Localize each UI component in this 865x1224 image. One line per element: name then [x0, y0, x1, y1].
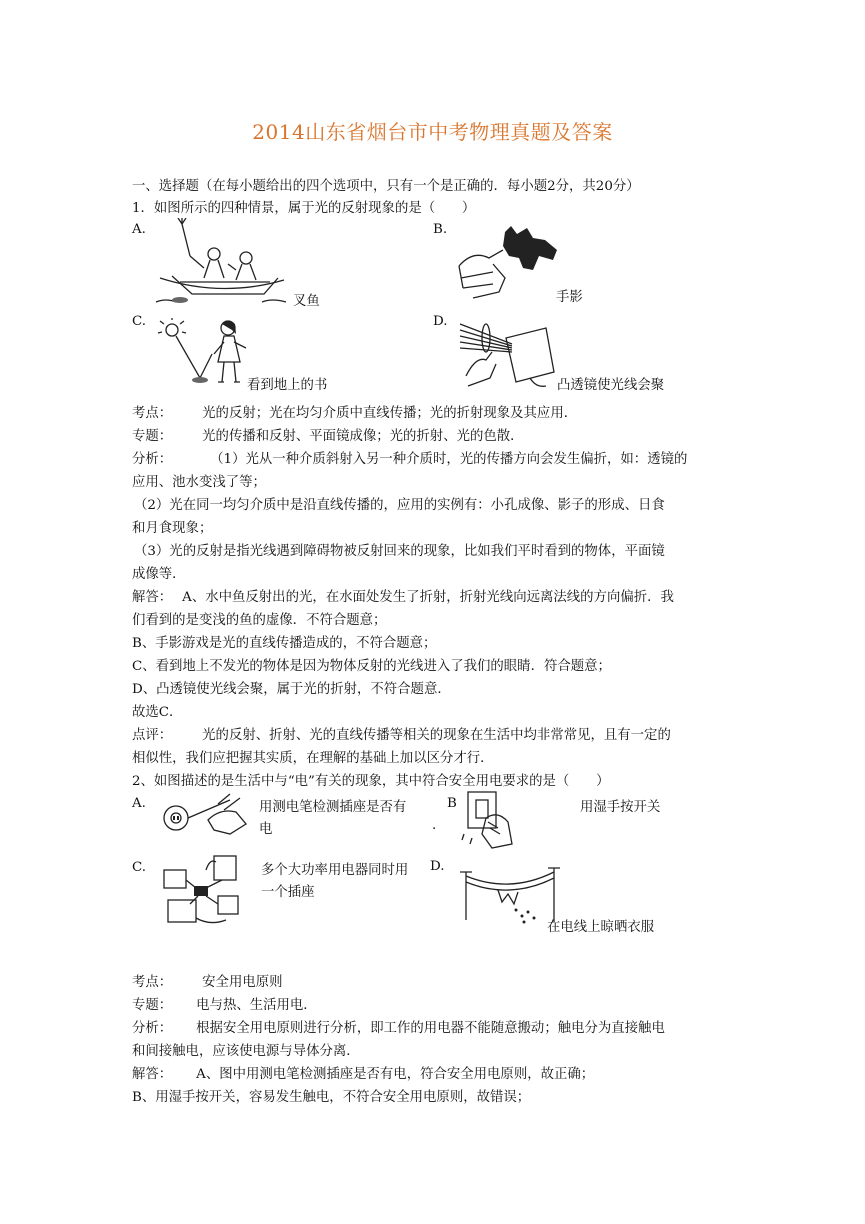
q1-jieda-line: A、水中鱼反射出的光，在水面处发生了折射，折射光线向远离法线的方向偏折．我 — [182, 590, 674, 605]
page-title: 2014山东省烟台市中考物理真题及答案 — [252, 120, 613, 144]
q2-option-a-caption: 用测电笔检测插座是否有 — [259, 800, 407, 815]
spear-fishing-boat-icon — [152, 218, 294, 308]
q1-fenxi-line: （1）光从一种介质斜射入另一种介质时，光的传播方向会发生偏折，如：透镜的 — [210, 452, 688, 467]
q2-zhuanti-text: 电与热、生活用电． — [196, 998, 317, 1013]
q1-zhuanti-text: 光的传播和反射、平面镜成像；光的折射、光的色散． — [202, 429, 524, 444]
q1-option-b-caption: 手影 — [556, 290, 583, 305]
q1-fenxi-line: 应用、池水变浅了等； — [132, 475, 266, 490]
q2-option-d-letter: D. — [430, 859, 445, 874]
q1-jieda — [132, 589, 674, 607]
q2-option-a-letter: A. — [132, 796, 146, 811]
q1-stem: 1．如图所示的四种情景，属于光的反射现象的是（ ） — [132, 201, 476, 216]
q1-fenxi-line: （2）光在同一均匀介质中是沿直线传播的，应用的实例有：小孔成像、影子的形成、日食 — [134, 498, 665, 513]
q1-dianping-label: 点评： — [132, 728, 173, 743]
q1-jieda-line: 们看到的是变浅的鱼的虚像．不符合题意； — [132, 613, 387, 628]
q2-option-d-caption: 在电线上晾晒衣服 — [547, 920, 655, 935]
q1-dianping-line: 相似性，我们应把握其实质，在理解的基础上加以区分才行． — [132, 751, 494, 766]
q2-fenxi-line: 根据安全用电原则进行分析，即工作的用电器不能随意搬动；触电分为直接触电 — [196, 1021, 665, 1036]
test-pen-socket-icon — [160, 790, 252, 844]
q1-jieda-label: 解答： — [132, 590, 173, 605]
q2-jieda — [132, 1066, 594, 1084]
q2-stem: 2、如图描述的是生活中与“电”有关的现象，其中符合安全用电要求的是（ ） — [132, 774, 610, 789]
q2-zhuanti-label: 专题： — [132, 998, 173, 1013]
q1-zhuanti-label: 专题： — [132, 429, 173, 444]
q2-option-c-letter: C. — [132, 860, 147, 875]
q1-option-d-caption: 凸透镜使光线会聚 — [557, 378, 665, 393]
q2-kaodian-text: 安全用电原则 — [202, 975, 283, 990]
wet-hand-switch-icon — [458, 788, 518, 852]
q1-fenxi-label: 分析： — [132, 452, 173, 467]
section-heading: 一、选择题（在每小题给出的四个选项中，只有一个是正确的．每小题2分，共20分） — [132, 179, 640, 194]
q1-dianping-line: 光的反射、折射、光的直线传播等相关的现象在生活中均非常常见，且有一定的 — [202, 728, 671, 743]
q1-answer: 故选C． — [132, 705, 183, 720]
q1-option-c-letter: C. — [132, 314, 147, 329]
q1-fenxi-line: （3）光的反射是指光线遇到障碍物被反射回来的现象，比如我们平时看到的物体，平面镜 — [134, 544, 665, 559]
q1-option-b-letter: B. — [433, 222, 448, 237]
q1-kaodian-label: 考点： — [132, 406, 173, 421]
q2-fenxi-label: 分析： — [132, 1021, 173, 1036]
hand-shadow-icon — [453, 222, 563, 302]
q1-fenxi — [132, 451, 687, 469]
overloaded-socket-icon — [160, 852, 246, 928]
q1-dianping — [132, 727, 671, 745]
q1-option-d-letter: D. — [433, 314, 448, 329]
girl-looking-at-book-icon — [156, 318, 256, 390]
q1-option-c-caption: 看到地上的书 — [247, 378, 328, 393]
q1-fenxi-line: 和月食现象； — [132, 521, 213, 536]
q1-zhuanti — [132, 428, 524, 446]
convex-lens-focus-icon — [456, 316, 556, 390]
q1-kaodian — [132, 405, 577, 423]
q1-fenxi-line: 成像等． — [132, 567, 186, 582]
q2-option-c-caption: 一个插座 — [261, 885, 315, 900]
q1-jieda-line: C、看到地上不发光的物体是因为物体反射的光线进入了我们的眼睛．符合题意； — [132, 659, 611, 674]
q2-zhuanti — [132, 997, 317, 1015]
q2-kaodian — [132, 974, 283, 992]
q1-kaodian-text: 光的反射；光在均匀介质中直线传播；光的折射现象及其应用． — [202, 406, 578, 421]
q1-option-a-caption: 叉鱼 — [293, 294, 320, 309]
q2-option-b-dot: . — [432, 818, 437, 833]
q1-jieda-line: B、手影游戏是光的直线传播造成的，不符合题意； — [132, 636, 437, 651]
q2-fenxi-line: 和间接触电，应该使电源与导体分离． — [132, 1044, 360, 1059]
q2-option-c-caption: 多个大功率用电器同时用 — [261, 863, 409, 878]
q2-option-b-caption: 用湿手按开关 — [580, 800, 661, 815]
q2-jieda-label: 解答： — [132, 1067, 173, 1082]
q2-fenxi — [132, 1020, 665, 1038]
q2-kaodian-label: 考点： — [132, 975, 173, 990]
q2-option-b-letter: B — [447, 796, 457, 811]
q1-jieda-line: D、凸透镜使光线会聚，属于光的折射，不符合题意． — [132, 682, 451, 697]
q2-jieda-line: A、图中用测电笔检测插座是否有电，符合安全用电原则，故正确； — [196, 1067, 595, 1082]
q1-option-a-letter: A. — [132, 222, 146, 237]
q2-option-a-caption: 电 — [259, 822, 273, 837]
q2-jieda-line: B、用湿手按开关，容易发生触电，不符合安全用电原则，故错误； — [132, 1090, 531, 1105]
